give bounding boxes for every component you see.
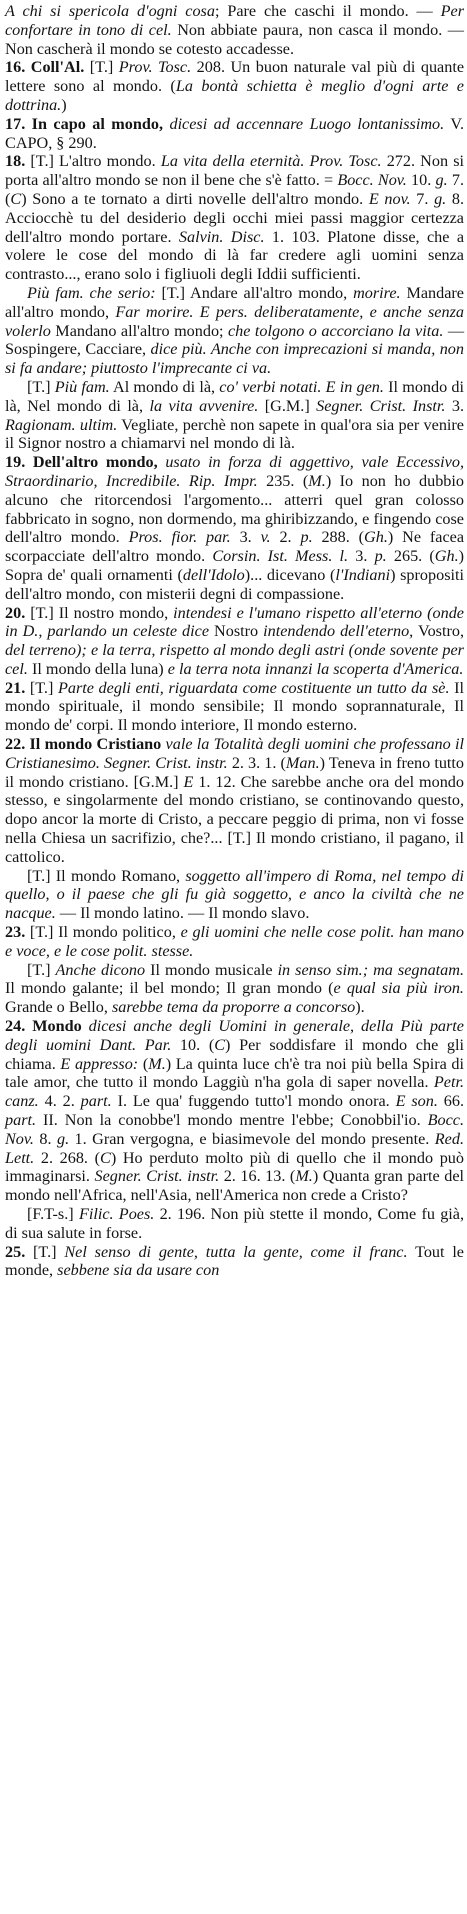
body-text: 208. Un buon naturale val più di quante lettere sono al mondo. ( (5, 58, 465, 96)
body-text: 10. (406, 171, 436, 190)
italic-text: M. (148, 1054, 166, 1073)
entry-paragraph (5, 1243, 464, 1281)
italic-text: Segner. Crist. Instr. (316, 396, 446, 415)
italic-text: del terreno); e la terra, rispetto al mondo degli astri (onde sovente per cel. (5, 641, 464, 678)
italic-text: part. (5, 1111, 37, 1130)
entry-subparagraph (5, 867, 464, 923)
body-text: ) Io non ho dubbio alcuno che ritorcendosi l'argomento... atterri quel gran colosso fabbricato in sogno, non dormendo, ma ghiribizzando, e fingendo cose dell'altro mondo. (5, 471, 464, 547)
italic-text: E son. (395, 1092, 438, 1111)
italic-text: Salvin. Disc. (178, 227, 265, 246)
body-text: 10. ( (171, 1035, 215, 1054)
body-text: Non abbiate paura, non casca il mondo. — Non cascherà il mondo se cotesto accadesse. (5, 20, 464, 58)
italic-text: dice più. Anche con imprecazioni si manda, non si fa andare; piuttosto l'imprecante ci va. (5, 340, 464, 378)
body-text: — Il mondo latino. — Il mondo slavo. (55, 904, 310, 923)
entry-paragraph (5, 58, 464, 114)
body-text: 3. (348, 547, 375, 566)
body-text: V. C (5, 114, 464, 152)
body-text: II. Non la conobbe'l mondo mentre l'ebbe; Conobbil'io. (36, 1111, 428, 1130)
italic-text: e gli uomini che nelle cose polit. han mano e voce, e le cose polit. stesse. (5, 923, 464, 960)
body-text: 3. (230, 528, 261, 547)
body-text: ) Per soddisfare il mondo che gli chiama. (5, 1035, 464, 1073)
italic-text: M. (295, 1167, 313, 1186)
body-text: 235. ( (257, 471, 309, 490)
entry-paragraph (5, 1017, 464, 1205)
italic-text: Pros. fior. par. (128, 528, 231, 547)
body-text: ) Quanta gran parte del mondo nell'Africa, nell'Asia, nell'America non crede a Cristo? (5, 1167, 465, 1205)
italic-text: g. (56, 1129, 70, 1148)
italic-text: l'Indiani (335, 565, 391, 584)
italic-text: v. (260, 528, 271, 547)
entry-subparagraph (5, 961, 464, 1017)
italic-text: la vita avvenire. (149, 396, 259, 415)
sense-number: Coll'Al. (30, 58, 85, 77)
italic-text: Red. Lett. (5, 1129, 464, 1167)
italic-text: Prov. Tosc. (118, 58, 192, 77)
italic-text: Anche dicono (55, 960, 146, 979)
body-text: [T.] (84, 58, 119, 77)
italic-text: in senso sim.; ma segnatam. (277, 960, 465, 979)
body-text: Il mondo galante; il bel mondo; Il gran mondo ( (5, 979, 334, 998)
body-text: )... dicevano ( (244, 565, 336, 584)
italic-text: vale la Totalità degli uomini che professano il Cristianesimo. Segner. Crist. instr. (5, 735, 465, 772)
body-text: [T.] Il mondo Romano, (27, 866, 186, 885)
italic-text: E (183, 772, 194, 791)
entry-paragraph (5, 604, 464, 679)
italic-text: co' verbi notati. E in gen. (219, 377, 384, 396)
body-text: ) Ne facea scorpacciate dell'altro mondo. (5, 528, 465, 566)
italic-text: Gh. (364, 528, 388, 547)
italic-text: che tolgono o accorciano la vita. (228, 321, 444, 340)
body-text: 66. (437, 1092, 465, 1111)
body-text: 272. Non si porta all'altro mondo se non il bene che s'è fatto. = (5, 152, 464, 190)
italic-text: La vita della eternità. Prov. Tosc. (160, 152, 382, 171)
italic-text: Man. (285, 753, 320, 772)
body-text: ) Ho perduto molto più di quello che il mondo può immaginarsi. (5, 1148, 464, 1186)
italic-text: C (214, 1035, 226, 1054)
sense-number: 19. Dell'altro mondo, (5, 453, 158, 472)
entry-paragraph (5, 115, 464, 153)
italic-text: La bontà schietta è meglio d'ogni arte e dottrina. (5, 77, 464, 114)
body-text: 2. (270, 528, 301, 547)
italic-text: Per confortare in tono di cel. (5, 2, 464, 39)
body-text: [T.] L'altro mondo. (25, 152, 161, 171)
italic-text: p. (374, 547, 387, 566)
italic-text: dell'Idolo (182, 565, 245, 584)
italic-text: Bocc. Nov. (337, 171, 407, 190)
italic-text: sebbene sia da usare con (57, 1261, 220, 1280)
italic-text: Più fam. (54, 377, 110, 396)
italic-text: E nov. (368, 189, 411, 208)
body-text: ) Sopra de' quali ornamenti ( (5, 547, 465, 584)
italic-text: intendendo dell'eterno, (263, 622, 414, 641)
body-text: 4. 2. (38, 1092, 81, 1111)
italic-text: Filic. Poes. (78, 1205, 155, 1223)
italic-text: Petr. canz. (5, 1073, 464, 1111)
italic-text: g. (435, 171, 448, 190)
italic-text: intendesi e l'umano rispetto all'eterno (onde in D., parlando un celeste dice (5, 603, 464, 641)
body-text: Il mondo musicale (145, 960, 278, 979)
entry-paragraph (5, 923, 464, 961)
sense-number: 25. (5, 1242, 26, 1261)
italic-text: sarebbe tema da proporre a concorso (112, 998, 356, 1017)
entry-paragraph (5, 679, 464, 735)
body-text: [T.] Il mondo politico, (25, 923, 181, 942)
italic-text: Più fam. che serio: (27, 283, 156, 302)
body-text: 1. 12. Che sarebbe anche ora del mondo stesso, e singolarmente del mondo cristiano, se continovando questo, dopo ancor la morte di Cristo, a peccare peggio di prima, non vi fosse nella Chiesa un sacrifizio, che?... [T.] Il mondo cristiano, il pagano, il cattolico. (5, 772, 464, 866)
italic-text: part. (80, 1092, 112, 1111)
italic-text: Parte degli enti, riguardata come costituente un tutto da sè. (57, 678, 450, 697)
body-text: [T.] (25, 1242, 65, 1261)
italic-text: e qual sia più iron. (333, 979, 464, 998)
body-text: ). (355, 998, 365, 1017)
italic-text: M. (308, 471, 326, 490)
italic-text: dicesi ad accennare Luogo lontanissimo. (169, 114, 445, 133)
body-text: — Sospingere, Cacciare, (5, 321, 465, 359)
body-text: [T.] Il nostro mondo, (25, 603, 174, 622)
body-text: Tout le monde, (5, 1242, 464, 1280)
entry-subparagraph (5, 1205, 464, 1243)
body-text: Il mondo della luna) (27, 659, 168, 678)
body-text: Grande o Bello, (5, 998, 112, 1017)
body-text: [T.] (25, 678, 58, 697)
italic-text: Corsin. Ist. Mess. l. (212, 547, 349, 566)
body-text: 2. 3. 1. ( (227, 753, 286, 772)
body-text: ) Sono a te tornato a dirti novelle dell'altro mondo. (21, 189, 369, 208)
entry-paragraph (5, 152, 464, 284)
body-text: 265. ( (386, 547, 435, 566)
italic-text: C (100, 1148, 111, 1167)
italic-text: Bocc. Nov. (5, 1111, 464, 1148)
italic-text: Far morire. E pers. deliberatamente, e anche senza volerlo (5, 302, 464, 340)
italic-text: g. (434, 189, 447, 208)
body-text: 7. ( (5, 171, 464, 208)
body-text: Il mondo spirituale, il mondo sensibile; Il mondo soprannaturale, Il mondo de' corpi. Il mondo interiore, Il mondo esterno. (5, 678, 464, 735)
entry-subparagraph (5, 284, 464, 378)
body-text: 288. ( (312, 528, 365, 547)
body-text: Vegliate, perchè non sapete in qual'ora sia per venire il Signor nostro a chiamarvi nel mondo di là. (5, 415, 464, 453)
sense-number: 21. (5, 678, 26, 697)
body-text: 3. (445, 396, 465, 415)
italic-text: Nel senso di gente, tutta la gente, come il franc. (64, 1242, 408, 1261)
italic-text: A chi si spericola d'ogni cosa (5, 2, 215, 20)
body-text: Mandare all'altro mondo, (5, 283, 464, 321)
sense-number: 17. In capo al mondo, (5, 114, 164, 133)
body-text: Nostro (209, 622, 264, 641)
body-text: 7. (410, 189, 435, 208)
entry-paragraph (5, 453, 464, 603)
italic-text: morire. (353, 283, 401, 302)
body-text: 2. 268. ( (34, 1148, 100, 1167)
body-text: [T.] Andare all'altro mondo, (155, 283, 354, 302)
body-text: ) La quinta luce ch'è tra noi più bella Spira di tale amor, che tutto il mondo Laggiù n'ha gola di saper novella. (5, 1054, 465, 1092)
sense-number: 16. (5, 58, 26, 77)
italic-text: C (10, 189, 22, 208)
body-text: ; Pare che caschi il mondo. — (214, 2, 441, 20)
body-text: [F.T-s.] (27, 1205, 79, 1223)
body-text (82, 1017, 89, 1035)
body-text: [G.M.] (258, 396, 317, 415)
body-text: I. Le qua' fuggendo tutto'l mondo onora. (111, 1092, 396, 1111)
sense-number: 18. (5, 152, 26, 171)
italic-text: Segner. Crist. instr. (94, 1167, 220, 1186)
body-text: Al mondo di là, (109, 377, 220, 396)
body-text: Mandano all'altro mondo; (50, 321, 228, 340)
body-text: [T.] (27, 377, 55, 396)
sense-number: 23. (5, 923, 26, 942)
body-text: APO, § 290. (15, 133, 97, 152)
italic-text: Ragionam. ultim. (5, 415, 118, 434)
body-text: Vostro, (413, 622, 464, 641)
italic-text: dicesi anche degli Uomini in generale, della Più parte degli uomini Dant. Par. (5, 1017, 464, 1054)
body-text: 2. 16. 13. ( (219, 1167, 296, 1186)
body-text: ) spropositi dell'altro mondo, con misterii degni di compassione. (5, 565, 464, 603)
body-text: 8. (33, 1129, 57, 1148)
entry-paragraph (5, 735, 464, 867)
body-text: ) (61, 95, 67, 114)
italic-text: usato in forza di aggettivo, vale Eccessivo, Straordinario, Incredibile. Rip. Impr. (5, 453, 464, 490)
body-text: 2. 196. Non più stette il mondo, Come fu già, di sua salute in forse. (5, 1205, 465, 1242)
body-text: 1. Gran vergogna, e biasimevole del mondo presente. (69, 1129, 435, 1148)
body-text: 8. Acciocchè tu del desiderio degli occhi miei passi maggior certezza dell'altro mondo portare. (5, 189, 464, 246)
sense-number: 24. Mondo (5, 1017, 82, 1036)
italic-text: e la terra nota innanzi la scoperta d'America. (167, 659, 464, 678)
sense-number: 20. (5, 603, 26, 622)
sense-number: 22. Il mondo Cristiano (5, 735, 162, 754)
body-text: ( (138, 1054, 149, 1073)
body-text: [T.] (27, 960, 56, 979)
body-text: Il mondo di là, Nel mondo di là, (5, 377, 464, 415)
entry-paragraph (5, 2, 464, 58)
body-text: ) Teneva in freno tutto il mondo cristiano. [G.M.] (5, 753, 464, 791)
body-text: 1. 103. Platone disse, che a volere le cose del mondo di là far credere agli uomini senza contrasto..., erano solo i figliuoli degli Iddii sufficienti. (5, 227, 465, 284)
italic-text: p. (300, 528, 313, 547)
italic-text: E appresso: (60, 1054, 139, 1073)
entry-subparagraph (5, 378, 464, 453)
italic-text: soggetto all'impero di Roma, nel tempo di quello, o il paese che gli fu già soggetto, e anco la civiltà che ne nacque. (5, 866, 464, 923)
italic-text: Gh. (434, 547, 459, 566)
